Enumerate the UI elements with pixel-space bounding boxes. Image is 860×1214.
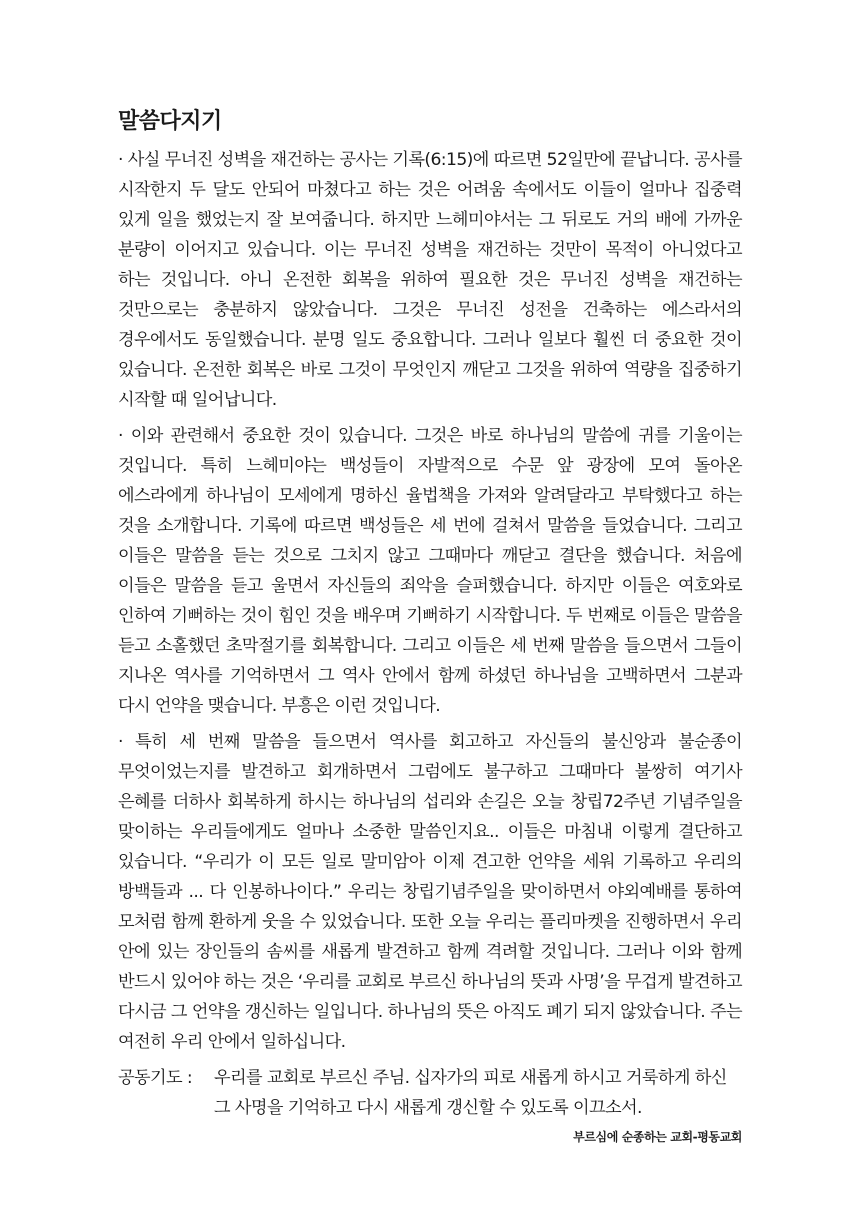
prayer-label: 공동기도 : bbox=[118, 1068, 193, 1088]
sermon-page bbox=[118, 104, 742, 1123]
prayer-text: 우리를 교회로 부르신 주님. 십자가의 피로 새롭게 하시고 거룩하게 하신 그 사명을 기억하고 다시 새롭게 갱신할 수 있도록 이끄소서. bbox=[214, 1068, 727, 1118]
common-prayer bbox=[118, 1063, 742, 1123]
paragraph-3: · 특히 세 번째 말씀을 들으면서 역사를 회고하고 자신들의 불신앙과 불순종이 무엇이었는지를 발견하고 회개하면서 그럼에도 불구하고 그때마다 불쌍히 여기사 은혜를 더하사 회복하게 하시는 하나님의 섭리와 손길은 오늘 창립72주년 기념주일을 맞이하는 우리들에게도 얼마나 소중한 말씀인지요.. 이들은 마침내 이렇게 결단하고 있습니다. “우리가 이 모든 일로 말미암아 이제 견고한 언약을 세워 기록하고 우리의 방백들과 ... 다 인봉하나이다.” 우리는 창립기념주일을 맞이하면서 야외예배를 통하여 모처럼 함께 환하게 웃을 수 있었습니다. 또한 오늘 우리는 플리마켓을 진행하면서 우리 안에 있는 장인들의 솜씨를 새롭게 발견하고 함께 격려할 것입니다. 그러나 이와 함께 반드시 있어야 하는 것은 ‘우리를 교회로 부르신 하나님의 뜻과 사명’을 무겁게 발견하고 다시금 그 언약을 갱신하는 일입니다. 하나님의 뜻은 아직도 폐기 되지 않았습니다. 주는 여전히 우리 안에서 일하십니다. bbox=[118, 732, 742, 1052]
paragraph-2: · 이와 관련해서 중요한 것이 있습니다. 그것은 바로 하나님의 말씀에 귀를 기울이는 것입니다. 특히 느헤미야는 백성들이 자발적으로 수문 앞 광장에 모여 돌아온 에스라에게 하나님이 모세에게 명하신 율법책을 가져와 알려달라고 부탁했다고 하는 것을 소개합니다. 기록에 따르면 백성들은 세 번에 걸쳐서 말씀을 들었습니다. 그리고 이들은 말씀을 듣는 것으로 그치지 않고 그때마다 깨닫고 결단을 했습니다. 처음에 이들은 말씀을 듣고 울면서 자신들의 죄악을 슬퍼했습니다. 하지만 이들은 여호와로 인하여 기뻐하는 것이 힘인 것을 배우며 기뻐하기 시작합니다. 두 번째로 이들은 말씀을 듣고 소홀했던 초막절기를 회복합니다. 그리고 이들은 세 번째 말씀을 들으면서 그들이 지나온 역사를 기억하면서 그 역사 안에서 함께 하셨던 하나님을 고백하면서 그분과 다시 언약을 맺습니다. 부흥은 이런 것입니다. bbox=[118, 426, 742, 716]
church-footer: 부르심에 순종하는 교회-평동교회 bbox=[573, 1130, 742, 1144]
page-title: 말씀다지기 bbox=[118, 109, 222, 134]
paragraph-1: · 사실 무너진 성벽을 재건하는 공사는 기록(6:15)에 따르면 52일만에 끝납니다. 공사를 시작한지 두 달도 안되어 마쳤다고 하는 것은 어려움 속에서도 이들이 얼마나 집중력 있게 일을 했었는지 잘 보여줍니다. 하지만 느헤미야서는 그 뒤로도 거의 배에 가까운 분량이 이어지고 있습니다. 이는 무너진 성벽을 재건하는 것만이 목적이 아니었다고 하는 것입니다. 아니 온전한 회복을 위하여 필요한 것은 무너진 성벽을 재건하는 것만으로는 충분하지 않았습니다. 그것은 무너진 성전을 건축하는 에스라서의 경우에서도 동일했습니다. 분명 일도 중요합니다. 그러나 일보다 훨씬 더 중요한 것이 있습니다. 온전한 회복은 바로 그것이 무엇인지 깨닫고 그것을 위하여 역량을 집중하기 시작할 때 일어납니다. bbox=[118, 150, 742, 410]
